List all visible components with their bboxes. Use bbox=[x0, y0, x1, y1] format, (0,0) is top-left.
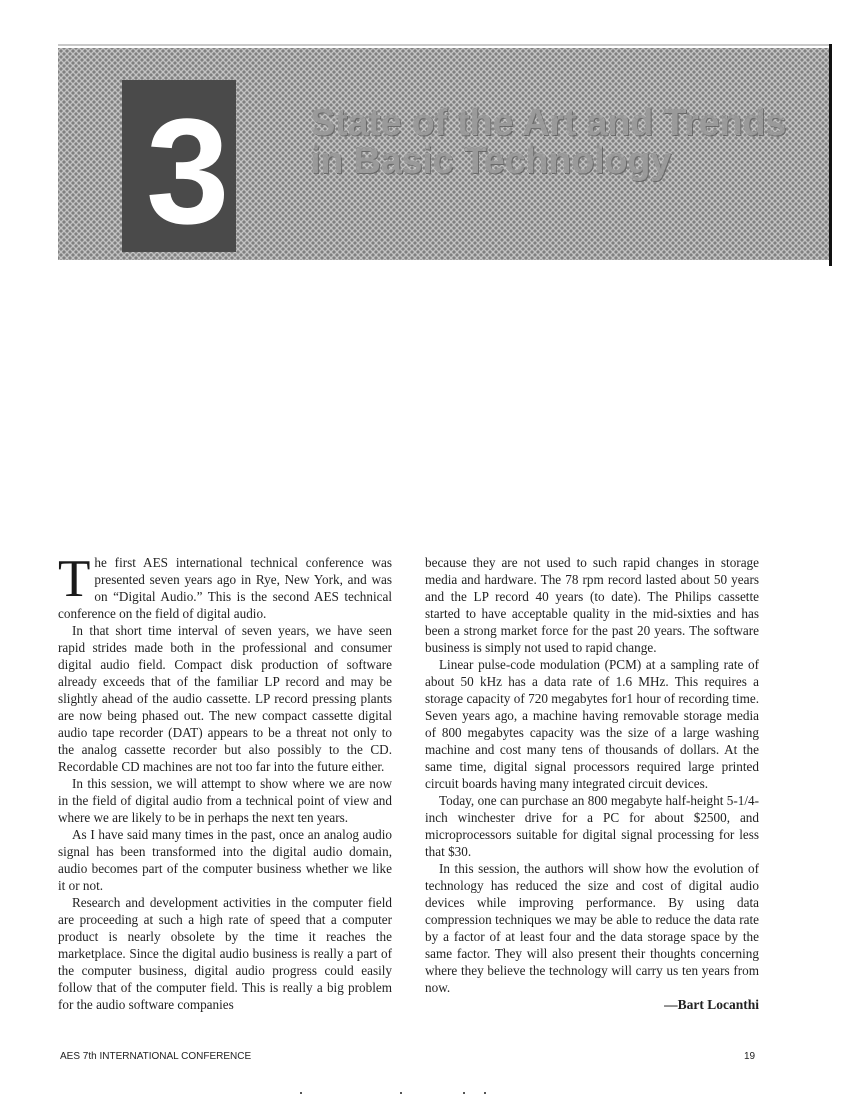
drop-cap: T bbox=[58, 550, 91, 608]
footer-conference: AES 7th INTERNATIONAL CONFERENCE bbox=[60, 1051, 252, 1062]
chapter-title-line-1: State of the Art and Trends bbox=[310, 102, 787, 144]
author-signature: —Bart Locanthi bbox=[664, 997, 759, 1012]
banner-edge-rule bbox=[829, 44, 832, 266]
paragraph: In this session, the authors will show how the evolution of technology has reduced the size and cost of digital audio devices while improving performance. By using data compression techniques we may be able to reduce the data rate by a factor of at least four and the data storage space by the same factor. They will also present their thoughts concerning where they believe the technology will carry us ten years from now. bbox=[425, 861, 759, 995]
paragraph: In that short time interval of seven years, we have seen rapid strides made both in the professional and consumer digital audio field. Compact disk production of software already exceeds that of the familiar LP record and may be slightly ahead of the audio cassette. LP record pressing plants are now being phased out. The new compact cassette digital audio tape recorder (DAT) appears to be a threat not only to the analog cassette recorder but also possibly to the CD. Recordable CD machines are not too far into the future either. bbox=[58, 623, 392, 774]
top-rule bbox=[58, 44, 830, 46]
paragraph: because they are not used to such rapid changes in storage media and hardware. The 78 rpm record lasted about 50 years and the LP record 40 years (to date). The Philips cassette started to have acceptable quality in the mid-sixties and has been a strong market force for the past 20 years. The software business is simply not used to rapid change. bbox=[425, 555, 759, 655]
paragraph: Today, one can purchase an 800 megabyte half-height 5-1/4-inch winchester drive for a PC for about $2500, and microprocessors suitable for digital signal processing for less that $30. bbox=[425, 793, 759, 859]
chapter-banner bbox=[58, 48, 830, 260]
article-column-right bbox=[425, 554, 759, 1013]
paragraph bbox=[58, 550, 392, 622]
paragraph: In this session, we will attempt to show where we are now in the field of digital audio from a technical point of view and where we are likely to be in perhaps the next ten years. bbox=[58, 776, 392, 825]
scan-speck bbox=[300, 1092, 302, 1094]
footer-page-number: 19 bbox=[744, 1051, 756, 1062]
chapter-title-line-2: in Basic Technology bbox=[310, 140, 671, 182]
scan-speck bbox=[463, 1092, 465, 1094]
paragraph: As I have said many times in the past, once an analog audio signal has been transformed into the digital audio domain, audio becomes part of the computer business whether we like it or not. bbox=[58, 827, 392, 893]
scan-speck bbox=[484, 1092, 486, 1094]
article-column-left bbox=[58, 550, 392, 1013]
chapter-title bbox=[310, 104, 830, 180]
paragraph-text: he first AES international technical conference was presented seven years ago in Rye, New York, and was on “Digital Audio.” This is the second AES technical conference on the field of digital audio. bbox=[58, 555, 392, 621]
chapter-number: 3 bbox=[146, 87, 230, 255]
scan-speck bbox=[400, 1092, 402, 1094]
scan-specks bbox=[0, 1092, 861, 1095]
paragraph: Linear pulse-code modulation (PCM) at a sampling rate of about 50 kHz has a data rate of 1.6 MHz. This requires a storage capacity of 720 megabytes for1 hour of recording time. Seven years ago, a machine having removable storage media of 800 megabytes capacity was the size of a large washing machine and cost many tens of thousands of dollars. At the same time, digital signal processors required large printed circuit boards having many integrated circuit devices. bbox=[425, 657, 759, 791]
paragraph: Research and development activities in the computer field are proceeding at such a high rate of speed that a computer product is nearly obsolete by the time it reaches the marketplace. Since the digital audio business is really a part of the computer business, digital audio progress could easily follow that of the computer field. This is really a big problem for the audio software companies bbox=[58, 895, 392, 1012]
